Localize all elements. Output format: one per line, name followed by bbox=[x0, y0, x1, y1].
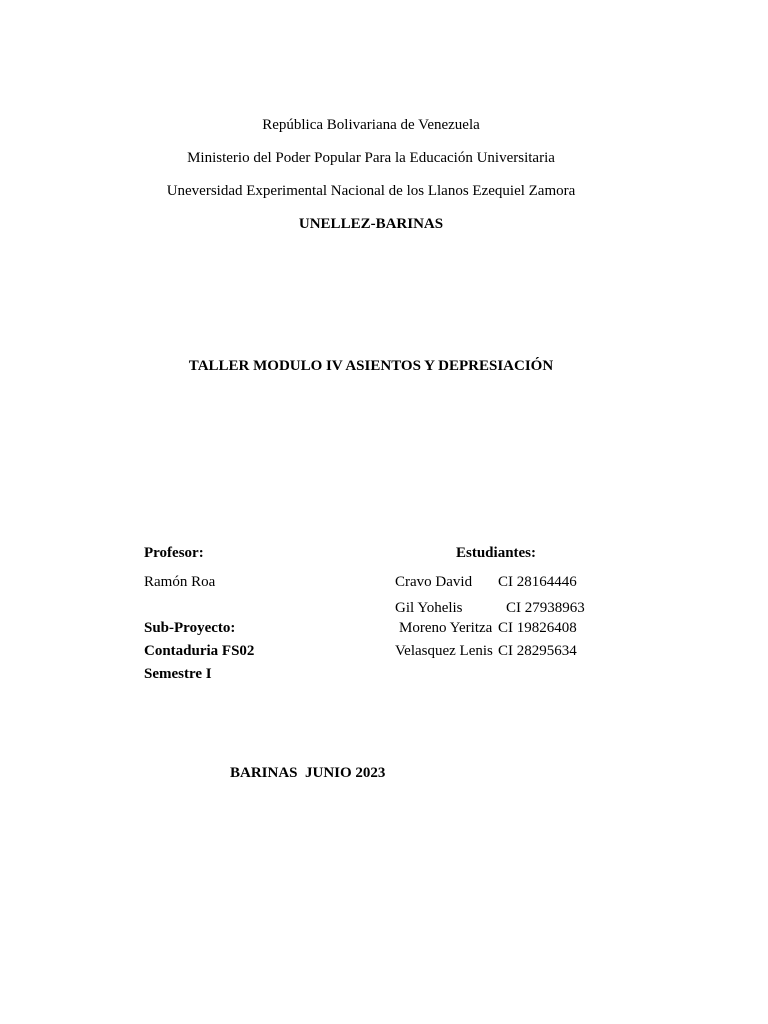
student-name: Cravo David bbox=[395, 574, 473, 590]
header-university: Uneversidad Experimental Nacional de los Llanos Ezequiel Zamora bbox=[166, 183, 576, 199]
student-ci: CI 28295634 bbox=[498, 643, 577, 659]
header-campus: UNELLEZ-BARINAS bbox=[298, 216, 444, 232]
student-name: Gil Yohelis bbox=[395, 600, 463, 616]
student-ci: CI 28164446 bbox=[498, 574, 577, 590]
student-ci: CI 19826408 bbox=[498, 620, 577, 636]
professor-label: Profesor: bbox=[144, 545, 204, 561]
students-label: Estudiantes: bbox=[456, 545, 537, 561]
subproject-semester: Semestre I bbox=[144, 666, 212, 682]
header-ministry: Ministerio del Poder Popular Para la Educación Universitaria bbox=[187, 150, 555, 166]
document-title: TALLER MODULO IV ASIENTOS Y DEPRESIACIÓN bbox=[188, 358, 554, 374]
student-name: Velasquez Lenis bbox=[395, 643, 493, 659]
student-ci: CI 27938963 bbox=[506, 600, 585, 616]
footer-place-date: BARINAS JUNIO 2023 bbox=[230, 765, 386, 781]
professor-name: Ramón Roa bbox=[144, 574, 216, 590]
subproject-label: Sub-Proyecto: bbox=[144, 620, 236, 636]
header-republic: República Bolivariana de Venezuela bbox=[262, 117, 480, 133]
subproject-course: Contaduria FS02 bbox=[144, 643, 255, 659]
student-name: Moreno Yeritza bbox=[399, 620, 493, 636]
